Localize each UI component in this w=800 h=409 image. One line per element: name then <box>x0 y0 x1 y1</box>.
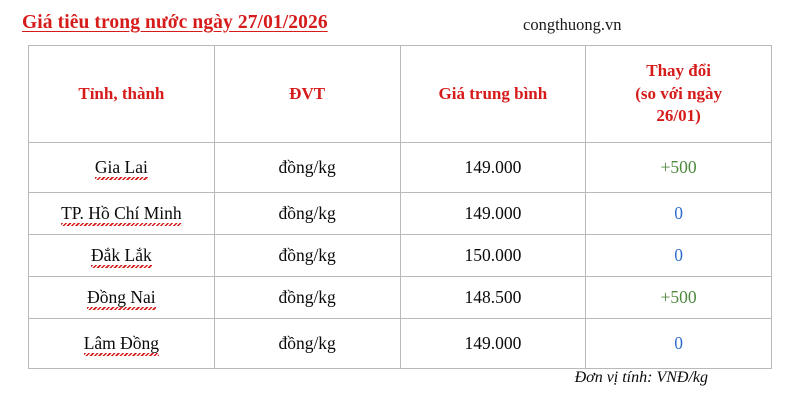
cell-province <box>29 277 215 319</box>
site-brand: congthuong.vn <box>523 15 622 34</box>
province-name: Gia Lai <box>94 157 148 177</box>
province-name: Lâm Đồng <box>83 333 160 353</box>
cell-change: +500 <box>586 277 772 319</box>
province-name: Đồng Nai <box>87 287 156 307</box>
province-name: TP. Hồ Chí Minh <box>61 203 182 223</box>
table-row <box>29 193 772 235</box>
table-row <box>29 319 772 369</box>
cell-province <box>29 193 215 235</box>
cell-province <box>29 235 215 277</box>
column-header-unit: ĐVT <box>214 46 400 143</box>
table-row <box>29 277 772 319</box>
cell-province <box>29 143 215 193</box>
province-name: Đắk Lắk <box>91 245 152 265</box>
cell-unit: đồng/kg <box>214 193 400 235</box>
document-header <box>0 8 800 44</box>
table-body <box>29 143 772 369</box>
cell-change: +500 <box>586 143 772 193</box>
cell-unit: đồng/kg <box>214 277 400 319</box>
cell-unit: đồng/kg <box>214 143 400 193</box>
cell-change: 0 <box>586 319 772 369</box>
cell-price: 149.000 <box>400 143 586 193</box>
pepper-price-table <box>28 45 772 369</box>
cell-unit: đồng/kg <box>214 319 400 369</box>
cell-province <box>29 319 215 369</box>
table-header <box>29 46 772 143</box>
column-header-change-line2: (so với ngày <box>635 83 723 103</box>
column-header-change <box>586 46 772 143</box>
table-row <box>29 143 772 193</box>
cell-price: 148.500 <box>400 277 586 319</box>
page-title: Giá tiêu trong nước ngày 27/01/2026 <box>22 12 328 33</box>
table-header-row <box>29 46 772 143</box>
column-header-province: Tỉnh, thành <box>29 46 215 143</box>
column-header-change-line1: Thay đổi <box>646 60 711 80</box>
table-row <box>29 235 772 277</box>
cell-price: 150.000 <box>400 235 586 277</box>
cell-price: 149.000 <box>400 193 586 235</box>
column-header-average-price: Giá trung bình <box>400 46 586 143</box>
cell-price: 149.000 <box>400 319 586 369</box>
cell-change: 0 <box>586 235 772 277</box>
unit-footnote: Đơn vị tính: VNĐ/kg <box>574 369 708 386</box>
cell-unit: đồng/kg <box>214 235 400 277</box>
cell-change: 0 <box>586 193 772 235</box>
column-header-change-line3: 26/01) <box>656 106 701 126</box>
